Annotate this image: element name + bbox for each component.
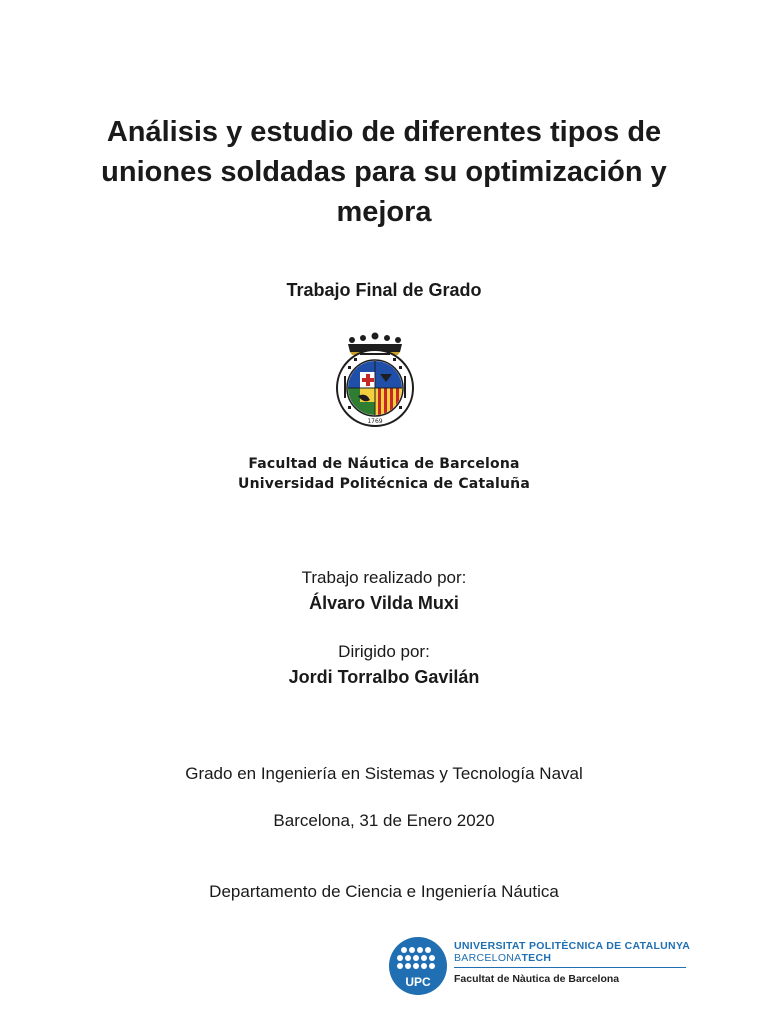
- degree-name: Grado en Ingeniería en Sistemas y Tecnología Naval: [185, 764, 583, 783]
- faculty-name: Facultad de Náutica de Barcelona: [248, 456, 520, 472]
- institution-block: [0, 454, 768, 494]
- department-name: Departamento de Ciencia e Ingeniería Náutica: [209, 882, 559, 901]
- upc-faculty-name: Facultat de Nàutica de Barcelona: [454, 973, 620, 985]
- upc-divider: [454, 967, 686, 968]
- upc-university-name: UNIVERSITAT POLITÈCNICA DE CATALUNYA: [454, 940, 691, 952]
- director-block: [0, 640, 768, 690]
- author-block: [0, 566, 768, 616]
- upc-dot-badge: [389, 937, 447, 995]
- seal-shield: [348, 361, 402, 415]
- director-label: Dirigido por:: [338, 642, 430, 661]
- title-line-2: uniones soldadas para su optimización y: [101, 156, 667, 188]
- upc-tech-text: TECH: [521, 952, 552, 964]
- faculty-seal-logo: [330, 330, 420, 430]
- upc-barcelonatech: [454, 952, 694, 964]
- title-line-3: mejora: [336, 196, 432, 228]
- seal-year: 1769: [367, 418, 383, 425]
- title-line-1: Análisis y estudio de diferentes tipos de: [106, 116, 662, 148]
- author-label: Trabajo realizado por:: [301, 568, 467, 587]
- upc-badge-text: UPC: [405, 975, 431, 989]
- place-date: Barcelona, 31 de Enero 2020: [273, 811, 495, 830]
- author-name: Álvaro Vilda Muxi: [309, 593, 459, 613]
- upc-barcelona-text: BARCELONA: [454, 952, 522, 964]
- upc-wordmark: [454, 940, 694, 985]
- document-title: [80, 112, 688, 232]
- document-type: Trabajo Final de Grado: [286, 280, 482, 300]
- university-name: Universidad Politécnica de Cataluña: [238, 476, 530, 492]
- director-name: Jordi Torralbo Gavilán: [288, 667, 480, 687]
